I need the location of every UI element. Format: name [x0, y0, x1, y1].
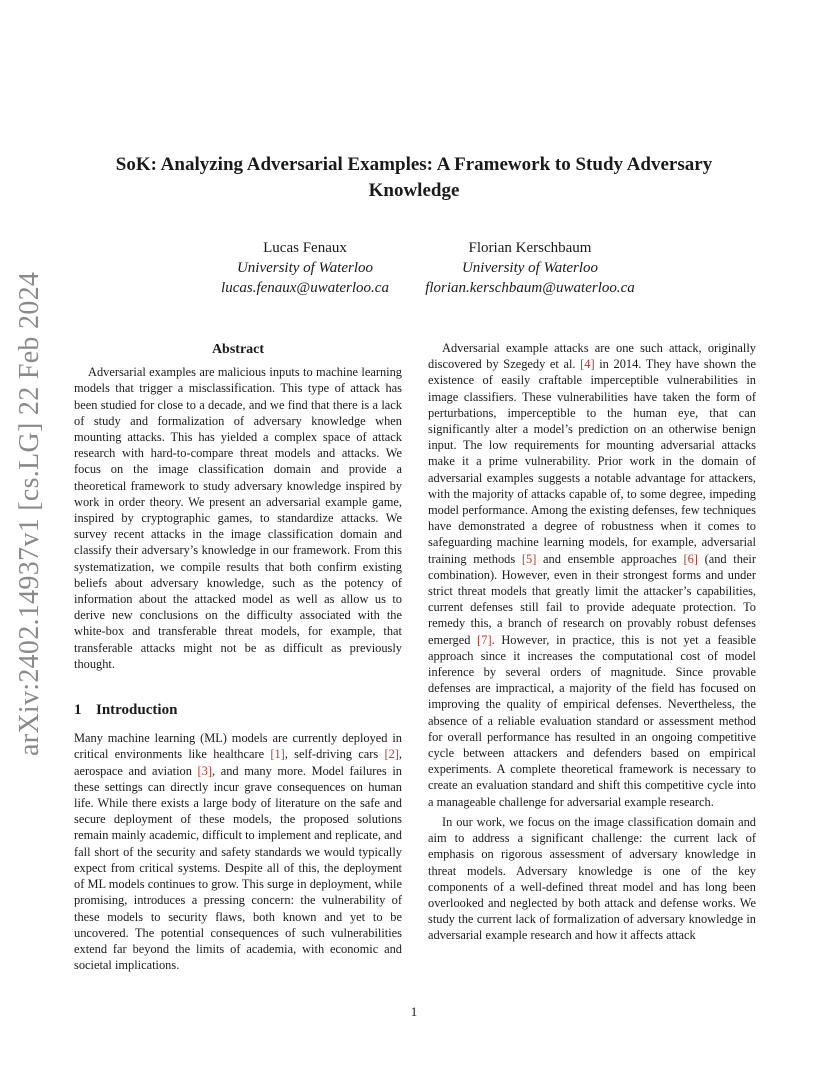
author-block-1: [175, 238, 435, 298]
intro-paragraph-2: Adversarial example attacks are one such attack, originally discovered by Szegedy et al. [4] in 2014. They have shown the existence of easily craftable imperceptible vulnerabilities in image classifiers. These vulnerabilities have taken the form of perturbations, imperceptible to the human eye, that can significantly alter a model’s prediction on an otherwise benign input. The low requirements for mounting adversarial attacks make it a prime vulnerability. Prior work in the domain of adversarial examples suggests a notable advantage for attackers, with the majority of attacks capable of, to some degree, impeding model performance. Among the existing defenses, few techniques have demonstrated a degree of robustness when it comes to safeguarding machine learning models, for example, adversarial training methods [5] and ensemble approaches [6] (and their combination). However, even in their strongest forms and under strict threat models that greatly limit the attacker’s capabilities, current defenses still fail to provide adequate protection. To remedy this, a branch of research on provably robust defenses emerged [7]. However, in practice, this is not yet a feasible approach since it increases the computational cost of model inference by several orders of magnitude. Since provable defenses are impractical, a majority of the field has focused on improving the quality of empirical defenses. Nevertheless, the absence of a reliable evaluation standard or assessment method for overall performance has resulted in an ongoing competitive cycle between attackers and defenders based on empirical experiments. A complete theoretical framework is necessary to create an evaluation standard and shift this competitive cycle into a manageable challenge for adversarial example research.: [428, 341, 756, 809]
author-email: florian.kerschbaum@uwaterloo.ca: [425, 280, 635, 296]
author-affiliation: University of Waterloo: [461, 260, 599, 276]
left-column: [74, 340, 402, 973]
title-line-1: SoK: Analyzing Adversarial Examples: A Framework to Study Adversary: [115, 154, 713, 175]
abstract-heading: Abstract: [211, 342, 265, 357]
citation-link[interactable]: [3]: [197, 763, 212, 778]
citation-link[interactable]: [4]: [580, 357, 595, 372]
section-number: 1: [74, 702, 82, 719]
paper-title: [80, 152, 748, 204]
author-affiliation: University of Waterloo: [236, 260, 374, 276]
citation-link[interactable]: [6]: [683, 551, 698, 566]
citation-link[interactable]: [2]: [384, 747, 399, 762]
citation-link[interactable]: [5]: [521, 551, 537, 566]
author-name: Florian Kerschbaum: [468, 240, 592, 256]
arxiv-identifier: arXiv:2402.14937v1 [cs.LG] 22 Feb 2024: [14, 271, 45, 756]
right-column: [428, 340, 756, 944]
section-title: Introduction: [96, 702, 178, 719]
intro-paragraph-1: Many machine learning (ML) models are currently deployed in critical environments like healthcare [1], self-driving cars [2], aerospace and aviation [3], and many more. Model failures in these settings can directly incur grave consequences on human life. While there exists a large body of literature on the safe and secure deployment of these models, the proposed solutions remain mainly academic, difficult to implement and replicate, and fall short of the security and safety standards we would typically expect from critical systems. Despite all of this, the deployment of ML models continues to grow. This surge in deployment, while promising, introduces a pressing concern: the vulnerability of these models to security flaws, both known and yet to be uncovered. The potential consequences of such vulnerabilities extend far beyond the limits of academia, with economic and societal implications.: [74, 731, 402, 973]
title-line-2: Knowledge: [368, 180, 460, 201]
page-number: 1: [410, 1004, 418, 1019]
section-heading-introduction: [74, 702, 402, 718]
author-name: Lucas Fenaux: [263, 240, 347, 256]
citation-link[interactable]: [7]: [477, 632, 492, 647]
author-email: lucas.fenaux@uwaterloo.ca: [221, 280, 389, 296]
abstract-text: Adversarial examples are malicious inputs to machine learning models that trigger a misclassification. This type of attack has been studied for close to a decade, and we find that there is a lack of study and formalization of adversary knowledge when mounting attacks. This has yielded a complex space of attack research with hard-to-compare threat models and attacks. We focus on the image classification domain and provide a theoretical framework to study adversary knowledge inspired by work in order theory. We present an adversarial example game, inspired by cryptographic games, to standardize attacks. We survey recent attacks in the image classification domain and classify their adversary’s knowledge in our framework. From this systematization, we compile results that both confirm existing beliefs about adversary knowledge, such as the potency of information about the attacked model as well as allow us to derive new conclusions on the difficulty associated with the white-box and transferable threat models, for example, that transferable attacks might not be as difficult as previously thought.: [74, 365, 402, 671]
intro-paragraph-3: In our work, we focus on the image classification domain and aim to address a significant challenge: the current lack of emphasis on rigorous assessment of adversary knowledge in threat models. Adversary knowledge is one of the key components of a well-defined threat model and has long been overlooked and neglected by both attack and defense works. We study the current lack of formalization of adversary knowledge in adversarial example research and how it affects attack: [428, 814, 756, 943]
author-block-2: [400, 238, 660, 298]
citation-link[interactable]: [1]: [270, 747, 285, 762]
